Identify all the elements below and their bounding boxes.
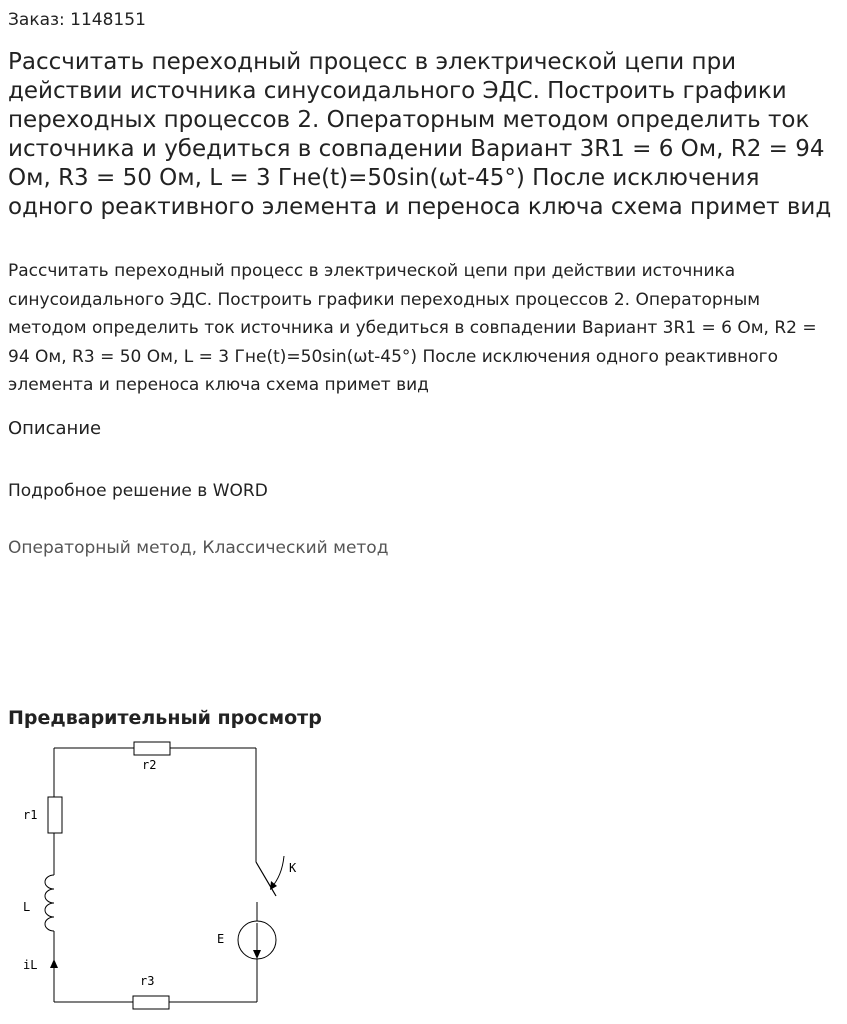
tag-operator-method[interactable]: Операторный метод <box>8 538 192 558</box>
resistor-r3 <box>133 996 169 1009</box>
method-tags <box>8 536 388 560</box>
current-arrow-iL <box>50 959 58 968</box>
page-title: Рассчитать переходный процесс в электрической цепи при действии источника синусоидального ЭДС. Построить графики переходных процессов 2. Операторным методом определить ток источника и убедиться в совпадении Вариант 3R1 = 6 Ом, R2 = 94 Ом, R3 = 50 Ом, L = 3 Гне(t)=50sin(ωt-45°) После исключения одного реактивного элемента и переноса ключа схема примет вид <box>8 49 832 220</box>
task-description: Рассчитать переходный процесс в электрической цепи при действии источника синусоидального ЭДС. Построить графики переходных процессов 2. Операторным методом определить ток источника и убедиться в совпадении Вариант 3R1 = 6 Ом, R2 = 94 Ом, R3 = 50 Ом, L = 3 Гне(t)=50sin(ωt-45°) После исключения одного реактивного элемента и переноса ключа схема примет вид <box>8 261 817 395</box>
description-section-label: Описание <box>8 418 102 439</box>
switch-K-blade <box>256 862 276 896</box>
label-iL: iL <box>23 958 38 972</box>
label-r3: r3 <box>140 974 155 988</box>
resistor-r2 <box>134 742 170 755</box>
resistor-r1 <box>48 797 62 833</box>
label-r2: r2 <box>142 758 157 772</box>
preview-heading: Предварительный просмотр <box>8 707 322 729</box>
order-number: Заказ: 1148151 <box>8 10 146 30</box>
label-L: L <box>23 900 31 914</box>
tag-separator: , <box>191 538 203 558</box>
label-K: K <box>289 861 297 875</box>
inductor-L <box>45 875 54 931</box>
solution-format-text: Подробное решение в WORD <box>8 481 268 501</box>
label-r1: r1 <box>23 808 38 822</box>
circuit-schematic <box>0 730 320 1020</box>
tag-classical-method[interactable]: Классический метод <box>202 538 389 558</box>
label-E: E <box>217 932 225 946</box>
